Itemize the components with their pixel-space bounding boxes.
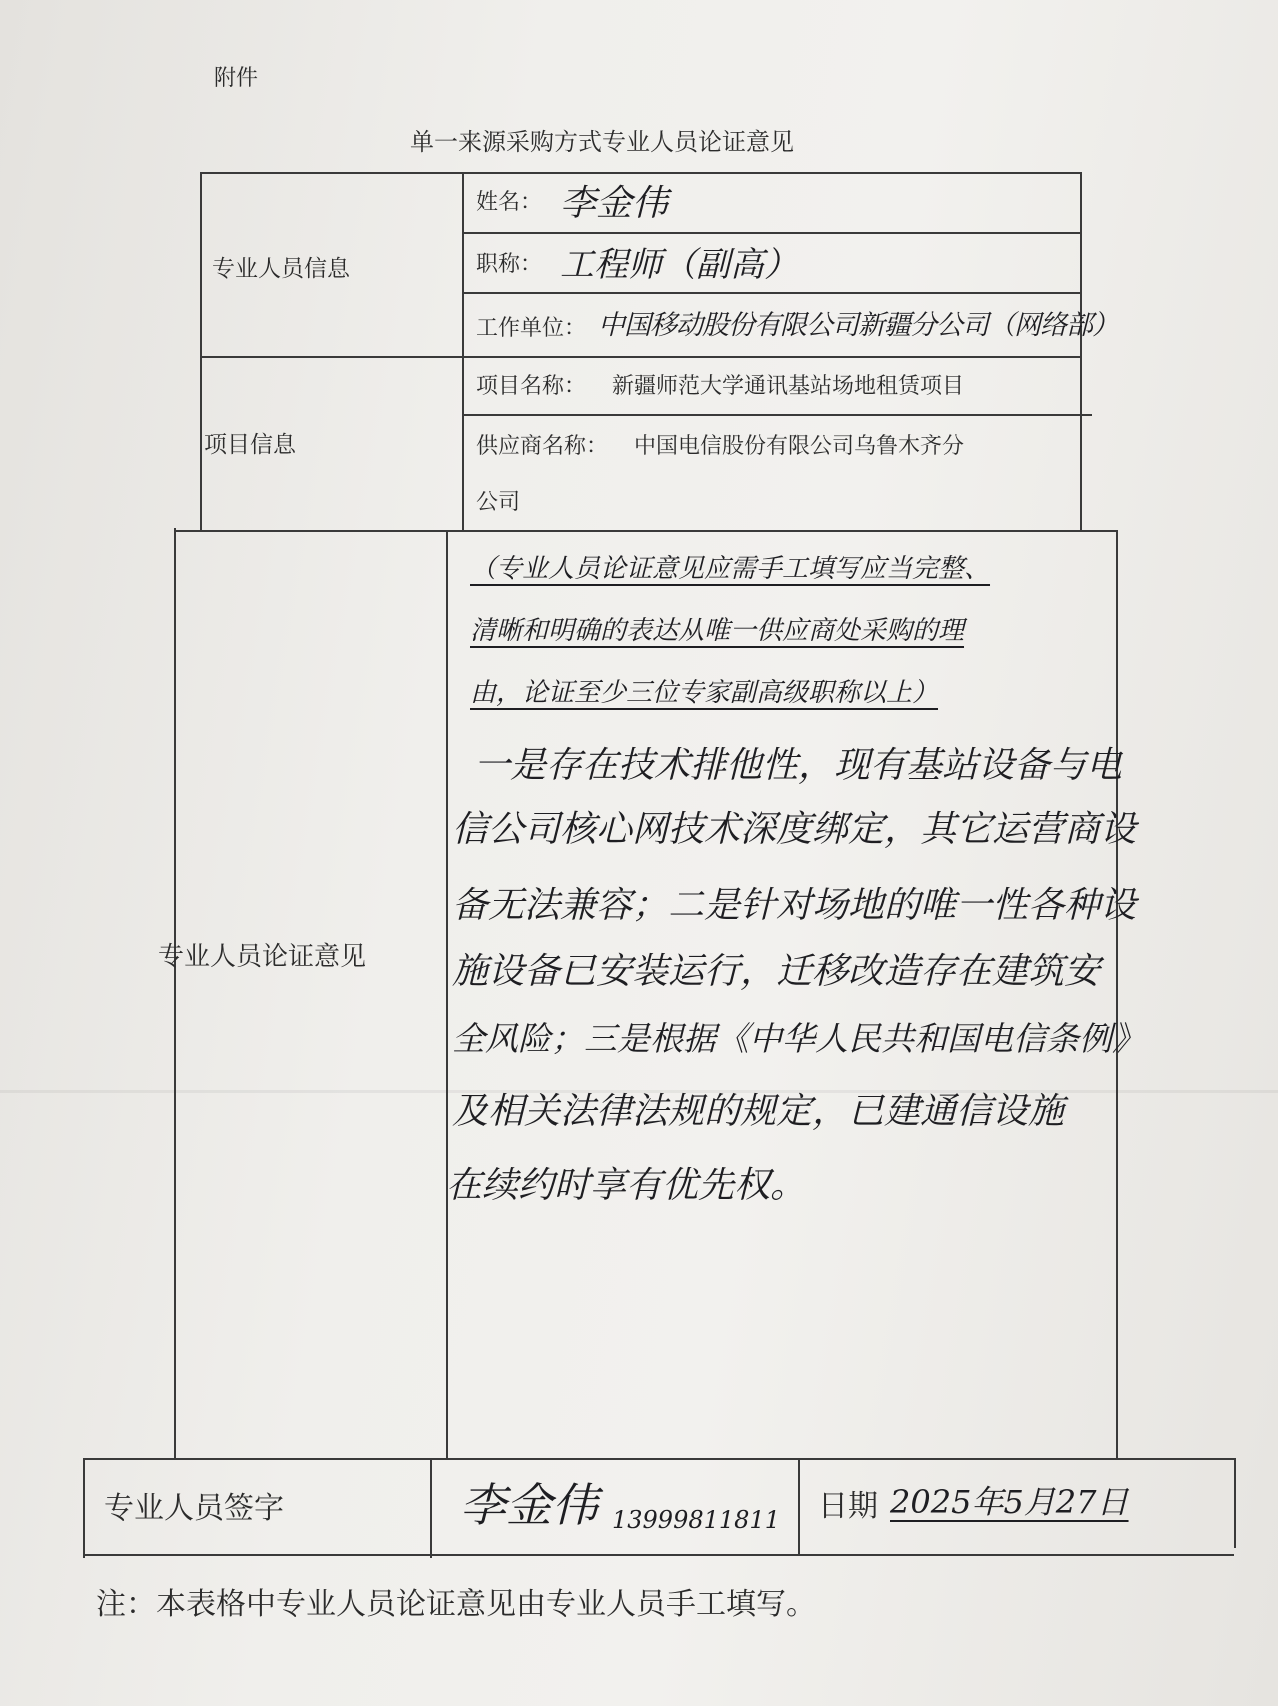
supplier-label: 供应商名称： — [476, 434, 609, 459]
footnote: 注：本表格中专业人员论证意见由专业人员手工填写。 — [96, 1587, 816, 1622]
title-value: 工程师（副高） — [560, 245, 798, 285]
name-label: 姓名： — [476, 190, 543, 215]
employer-label: 工作单位： — [476, 316, 587, 341]
handwritten-line-6: 及相关法律法规的规定，已建通信设施 — [452, 1091, 1065, 1132]
handwritten-line-3: 备无法兼容；二是针对场地的唯一性各种设 — [452, 885, 1137, 926]
handwritten-line-4: 施设备已安装运行，迁移改造存在建筑安 — [452, 951, 1101, 992]
signature-label: 专业人员签字 — [104, 1491, 284, 1526]
handwritten-line-5: 全风险；三是根据《中华人民共和国电信条例》 — [452, 1019, 1145, 1058]
opinion-label: 专业人员论证意见 — [158, 942, 367, 972]
supplier-value-line2: 公司 — [476, 490, 521, 515]
project-info-label: 项目信息 — [204, 432, 296, 458]
employer-value: 中国移动股份有限公司新疆分公司（网络部） — [598, 310, 1118, 341]
instruction-line-2: 清晰和明确的表达从唯一供应商处采购的理 — [470, 616, 965, 646]
date-value: 2025年5月27日 — [890, 1483, 1129, 1521]
document-title: 单一来源采购方式专业人员论证意见 — [410, 128, 794, 156]
signature: 李金伟 — [460, 1478, 598, 1532]
attachment-label: 附件 — [214, 66, 259, 91]
instruction-line-3: 由，论证至少三位专家副高级职称以上） — [470, 678, 939, 708]
handwritten-line-7: 在续约时享有优先权。 — [446, 1165, 807, 1206]
project-name-label: 项目名称： — [476, 374, 587, 399]
project-name-value: 新疆师范大学通讯基站场地租赁项目 — [612, 374, 965, 399]
handwritten-line-1: 一是存在技术排他性，现有基站设备与电 — [474, 745, 1123, 786]
name-value: 李金伟 — [560, 183, 669, 224]
supplier-value-line1: 中国电信股份有限公司乌鲁木齐分 — [634, 434, 965, 459]
expert-info-label: 专业人员信息 — [212, 256, 350, 282]
date-label: 日期 — [818, 1489, 878, 1524]
title-label: 职称： — [476, 252, 543, 277]
instruction-line-1: （专业人员论证意见应需手工填写应当完整、 — [470, 554, 991, 584]
handwritten-line-2: 信公司核心网技术深度绑定，其它运营商设 — [452, 809, 1137, 850]
signature-phone: 13999811811 — [612, 1506, 780, 1534]
